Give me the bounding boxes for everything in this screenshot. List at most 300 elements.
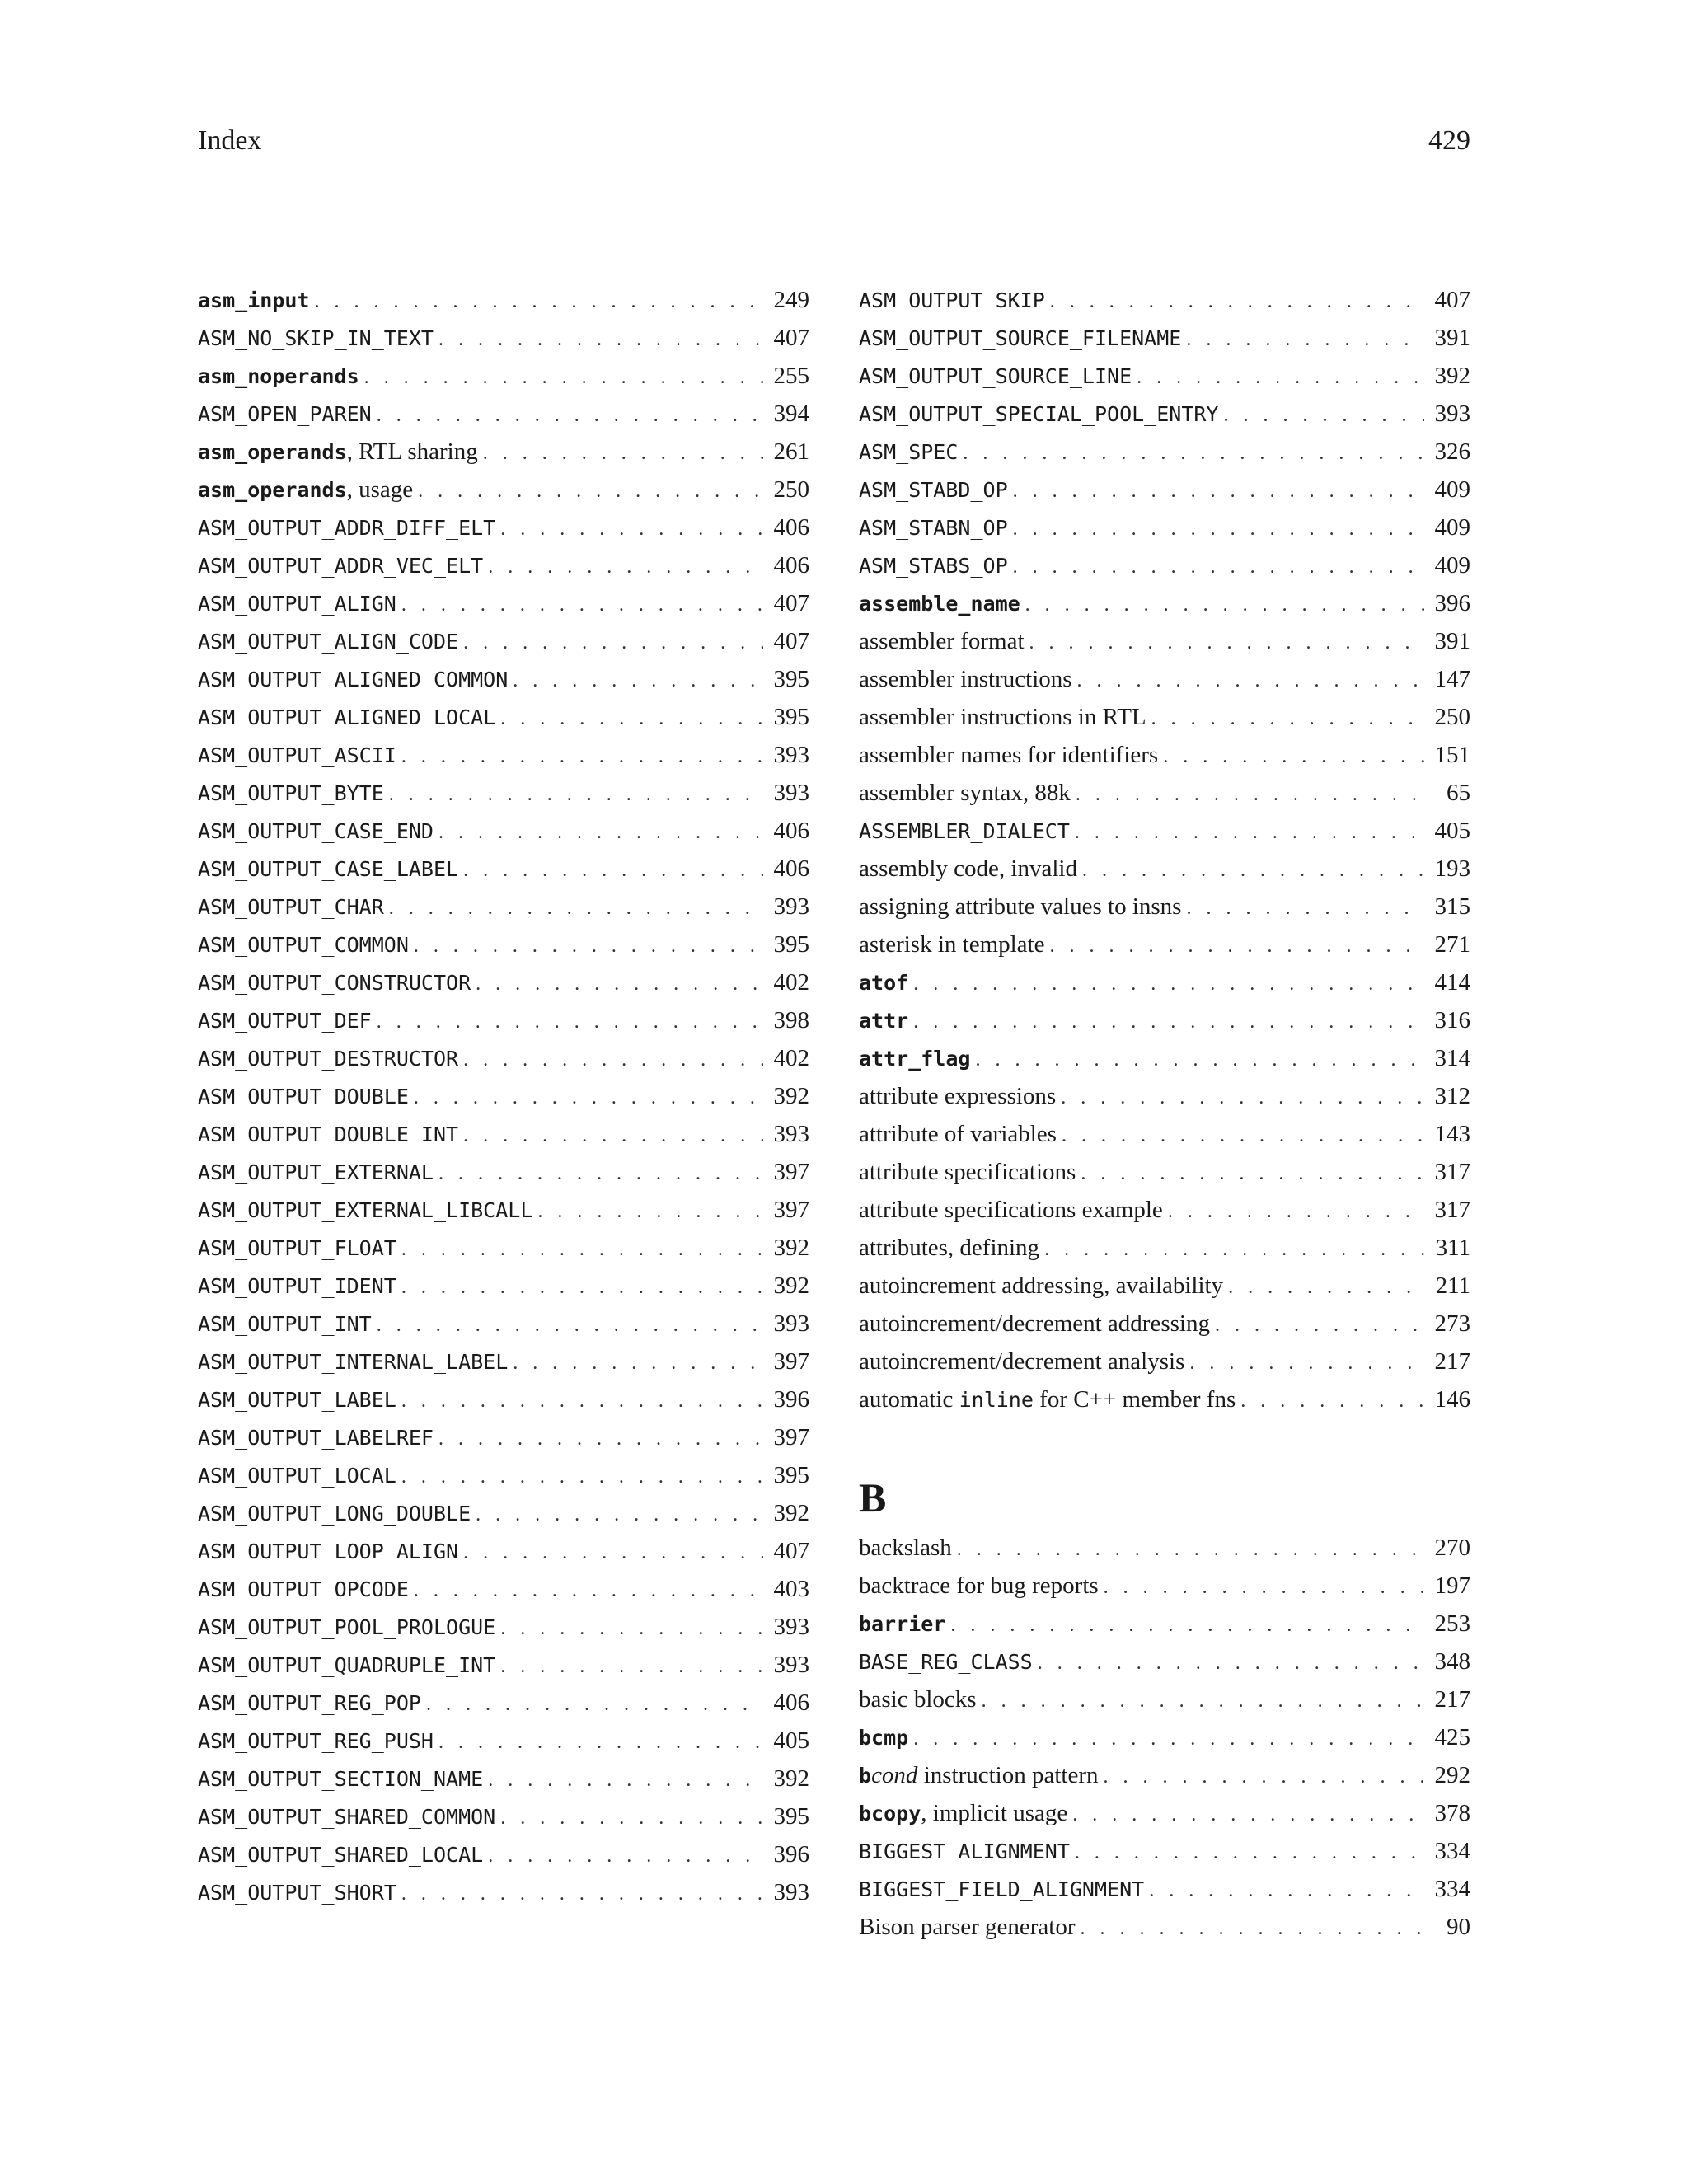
term-part: assigning attribute values to insns [859,893,1182,920]
index-term [859,1610,945,1638]
index-term [859,818,1070,845]
index-term [859,1648,1033,1675]
dot-leader [1151,708,1424,730]
dot-leader [418,480,763,503]
term-part: ASM_OUTPUT_SHORT [198,1881,396,1905]
index-entry [859,1310,1470,1348]
index-entry [198,1538,809,1576]
index-term [859,1762,1099,1789]
page-ref: 326 [1434,438,1470,465]
index-entry [198,931,809,969]
page-ref: 250 [1434,704,1470,730]
index-column-right [859,287,1470,1952]
index-entry [198,628,809,666]
index-entry [198,1424,809,1462]
index-term [198,1272,396,1300]
index-entry [859,1762,1470,1800]
page-ref: 270 [1434,1535,1470,1561]
dot-leader [1186,329,1424,351]
index-term [859,552,1008,579]
index-entry [859,1535,1470,1572]
index-term [859,1535,952,1562]
index-entry [198,1083,809,1121]
page-ref: 393 [773,780,809,806]
term-part: ASM_OUTPUT_LONG_DOUBLE [198,1502,471,1526]
dot-leader [389,784,763,806]
index-entry [859,438,1470,476]
page-ref: 378 [1434,1800,1470,1826]
index-entry [859,325,1470,363]
index-entry [198,1727,809,1765]
index-entry [198,818,809,855]
index-term [198,1462,396,1489]
dot-leader [1081,1163,1424,1185]
index-entry [198,704,809,742]
page-ref: 348 [1434,1648,1470,1675]
index-entry [198,1348,809,1386]
term-part: assembly code, invalid [859,855,1077,882]
index-term [859,704,1146,731]
term-part: b [859,1764,872,1788]
index-entry [859,1686,1470,1724]
index-entry [859,590,1470,628]
dot-leader [476,1504,763,1526]
index-term [198,855,458,883]
dot-leader [537,1201,763,1223]
index-entry [198,1235,809,1272]
index-term [198,1386,396,1413]
index-entry [198,476,809,514]
page-ref: 391 [1434,628,1470,654]
index-term [198,590,396,617]
dot-leader [401,1466,763,1488]
index-term [198,1121,458,1148]
dot-leader [950,1615,1424,1637]
page-ref: 197 [1434,1572,1470,1599]
term-part: ASM_OUTPUT_CASE_LABEL [198,857,459,881]
page-ref: 314 [1434,1045,1470,1071]
page-ref: 217 [1434,1348,1470,1375]
term-part: ASM_OUTPUT_DOUBLE_INT [198,1122,459,1146]
index-term [859,742,1158,769]
term-part: asterisk in template [859,931,1045,958]
term-part: ASM_OUTPUT_COMMON [198,933,409,957]
index-entry [859,666,1470,704]
term-part: ASM_OUTPUT_SPECIAL_POOL_ENTRY [859,402,1219,426]
page-ref: 397 [773,1348,809,1375]
term-part: attribute of variables [859,1121,1057,1147]
term-part: ASM_OUTPUT_CASE_END [198,819,434,843]
index-entry [859,1045,1470,1083]
dot-leader [488,556,763,579]
page-ref: 406 [773,552,809,579]
term-part: ASM_OUTPUT_CONSTRUCTOR [198,971,471,995]
dot-leader [1081,1918,1424,1940]
dot-leader [1224,405,1425,427]
running-title: Index [198,125,262,156]
page-ref: 249 [773,287,809,313]
index-term [198,1045,458,1072]
dot-leader [513,1352,763,1375]
index-entry [198,1614,809,1652]
index-term [198,363,359,390]
index-term [198,1310,372,1338]
term-part: barrier [859,1612,946,1636]
term-part: ASM_OUTPUT_SOURCE_FILENAME [859,326,1182,350]
index-entry [198,1690,809,1727]
term-part: ASM_OUTPUT_ALIGN [198,592,396,616]
term-part: asm_noperands [198,364,359,388]
term-part: ASM_OUTPUT_QUADRUPLE_INT [198,1653,496,1677]
dot-leader [476,973,763,996]
term-part: ASM_OUTPUT_SHARED_COMMON [198,1805,496,1829]
dot-leader [314,291,763,313]
dot-leader [1072,1804,1424,1826]
dot-leader [1104,1577,1424,1599]
page-ref: 407 [773,590,809,616]
index-entry [859,1610,1470,1648]
term-part: ASM_OUTPUT_ADDR_VEC_ELT [198,554,484,578]
page-ref: 393 [773,1652,809,1678]
dot-leader [513,670,763,692]
term-part: asm_operands [198,478,347,502]
page-ref: 261 [773,438,809,465]
index-entry [859,1197,1470,1235]
page-ref: 392 [773,1235,809,1261]
index-term [859,1235,1039,1262]
dot-leader [364,367,763,389]
page-ref: 255 [773,363,809,389]
index-entry [198,325,809,363]
page-ref: 393 [773,893,809,920]
index-entry [198,855,809,893]
index-entry [859,1007,1470,1045]
dot-leader [438,1732,763,1754]
term-part: ASM_OUTPUT_POOL_PROLOGUE [198,1615,496,1639]
term-part: ASM_OUTPUT_EXTERNAL_LIBCALL [198,1198,533,1222]
index-term [859,1310,1210,1338]
page-ref: 414 [1434,969,1470,996]
page-ref: 393 [773,1614,809,1640]
index-entry [198,590,809,628]
term-part: atof [859,971,909,995]
index-term [859,893,1181,921]
term-part: assembler instructions [859,666,1072,692]
term-part: assembler names for identifiers [859,742,1159,768]
index-entry [859,287,1470,325]
dot-leader [389,898,763,920]
index-term [198,1083,409,1110]
term-part: ASSEMBLER_DIALECT [859,819,1070,843]
index-term [198,628,458,655]
index-term [859,1045,970,1072]
index-entry [198,742,809,780]
dot-leader [500,1807,763,1830]
index-entry [859,1348,1470,1386]
index-term [859,780,1071,807]
dot-leader [1038,1652,1424,1675]
term-part: ASM_OUTPUT_INT [198,1312,372,1336]
page-ref: 396 [773,1386,809,1413]
page-ref: 405 [773,1727,809,1754]
dot-leader [1137,367,1424,389]
index-entry [198,1197,809,1235]
page-ref: 65 [1447,780,1470,806]
dot-leader [1062,1125,1424,1147]
page-ref: 395 [773,1803,809,1830]
page-ref: 392 [773,1765,809,1792]
index-entry [859,1648,1470,1686]
section-heading-b: B [859,1474,887,1521]
index-entry [198,438,809,476]
index-entry [859,1386,1470,1424]
page-ref: 393 [1434,401,1470,427]
page-ref: 397 [773,1424,809,1451]
index-term [859,1876,1144,1903]
index-entry [859,969,1470,1007]
page-ref: 395 [773,931,809,958]
index-term [198,704,495,731]
dot-leader [438,822,763,844]
term-part: autoincrement/decrement analysis [859,1348,1185,1375]
page-ref: 316 [1434,1007,1470,1033]
page-ref: 398 [773,1007,809,1033]
index-column-left [198,287,809,1917]
page-ref: 273 [1434,1310,1470,1337]
index-entry [859,818,1470,855]
index-term [198,1007,372,1034]
page-ref: 392 [773,1272,809,1299]
dot-leader [1076,784,1424,806]
index-entry [198,1879,809,1917]
term-part: instruction pattern [917,1762,1099,1788]
index-entry [859,1572,1470,1610]
term-part: attr_flag [859,1047,971,1071]
page-ref: 392 [773,1083,809,1109]
index-term [859,1159,1076,1186]
term-part: ASM_OUTPUT_LOOP_ALIGN [198,1540,459,1563]
page-ref: 146 [1434,1386,1470,1413]
page-header [198,125,1470,175]
term-part: ASM_OUTPUT_ASCII [198,743,396,767]
index-entry [859,628,1470,666]
term-part: ASM_OUTPUT_ALIGNED_COMMON [198,668,509,691]
index-entry [859,552,1470,590]
page-ref: 90 [1447,1914,1470,1940]
index-term [859,1724,908,1751]
dot-leader [488,1769,763,1792]
term-part: basic blocks [859,1686,977,1713]
page-ref: 409 [1434,514,1470,541]
index-term [198,476,413,504]
term-part: bcmp [859,1726,909,1750]
term-part: attributes, defining [859,1235,1040,1261]
term-part: assembler instructions in RTL [859,704,1146,730]
index-entries-a [859,287,1470,1424]
page-ref: 393 [773,1310,809,1337]
term-part: backslash [859,1535,952,1561]
dot-leader [401,1239,763,1261]
dot-leader [913,1728,1424,1750]
term-part: ASM_OUTPUT_LABEL [198,1388,396,1412]
page-ref: 151 [1434,742,1470,768]
term-part: ASM_OUTPUT_SKIP [859,288,1045,312]
dot-leader [488,1845,763,1868]
dot-leader [975,1049,1424,1071]
page-ref: 407 [773,628,809,654]
page-ref: 334 [1434,1876,1470,1902]
dot-leader [1186,898,1424,920]
dot-leader [500,1656,763,1678]
index-term [859,1800,1067,1827]
term-part: ASM_OUTPUT_LOCAL [198,1464,396,1488]
dot-leader [1168,1201,1424,1223]
index-term [198,1159,434,1186]
index-entry [859,1121,1470,1159]
index-term [198,969,471,996]
dot-leader [377,1315,763,1337]
index-term [198,1576,409,1603]
dot-leader [438,1428,763,1451]
term-part: ASM_STABN_OP [859,516,1008,540]
page-ref: 217 [1434,1686,1470,1713]
page-ref: 394 [773,401,809,427]
index-term [859,1007,908,1034]
dot-leader [1013,556,1424,579]
index-entry [859,1914,1470,1952]
term-part: ASM_STABS_OP [859,554,1008,578]
index-term [198,1424,434,1451]
index-entries-b [859,1535,1470,1952]
term-part: bcopy [859,1802,921,1825]
index-term [859,1121,1057,1148]
index-term [198,1614,495,1641]
page-ref: 393 [773,1879,809,1905]
page-ref: 292 [1434,1762,1470,1788]
index-entry [198,552,809,590]
index-term [198,1727,434,1755]
dot-leader [1044,1239,1424,1261]
index-term [198,325,434,352]
page-ref: 393 [773,1121,809,1147]
index-term [198,1348,508,1376]
index-term [859,855,1077,883]
term-part: ASM_OUTPUT_ADDR_DIFF_ELT [198,516,496,540]
term-part: , usage [346,476,414,503]
dot-leader [463,632,763,654]
index-term [198,742,396,769]
dot-leader [401,594,763,616]
index-term [859,1686,977,1713]
term-part: ASM_OUTPUT_DOUBLE [198,1085,409,1108]
index-entry [198,1765,809,1803]
term-part: asm_operands [198,440,347,464]
term-part: ASM_NO_SKIP_IN_TEXT [198,326,434,350]
dot-leader [414,1580,763,1602]
dot-leader [414,935,763,958]
dot-leader [1013,518,1424,541]
index-entry [198,514,809,552]
index-entry [198,893,809,931]
index-term [198,818,434,845]
dot-leader [913,1011,1424,1033]
term-part: ASM_OUTPUT_DEF [198,1009,372,1033]
index-entry [198,1576,809,1614]
index-term [859,1083,1056,1110]
index-entry [859,1724,1470,1762]
page-ref: 317 [1434,1197,1470,1223]
index-entry [198,1045,809,1083]
term-part: autoincrement/decrement addressing [859,1310,1210,1337]
index-term [198,666,508,693]
dot-leader [463,860,763,882]
page-ref: 406 [773,855,809,882]
index-term [198,1235,396,1262]
dot-leader [500,708,763,730]
index-entry [859,1159,1470,1197]
index-entry [859,1876,1470,1914]
page-ref: 147 [1434,666,1470,692]
term-part: attribute expressions [859,1083,1057,1109]
term-part: ASM_OUTPUT_BYTE [198,781,384,805]
term-part: automatic [859,1386,959,1413]
index-term [198,1652,495,1679]
index-term [859,590,1020,617]
page-ref: 391 [1434,325,1470,351]
dot-leader [1077,670,1424,692]
index-entry [198,1652,809,1690]
index-term [859,1386,1236,1413]
term-part: ASM_OUTPUT_SOURCE_LINE [859,364,1132,388]
page-ref: 392 [773,1500,809,1526]
dot-leader [414,1087,763,1109]
term-part: ASM_OUTPUT_LABELREF [198,1426,434,1450]
index-term [859,1272,1223,1300]
term-part: ASM_OUTPUT_SHARED_LOCAL [198,1843,484,1867]
term-part: autoincrement addressing, availability [859,1272,1224,1299]
dot-leader [426,1694,763,1716]
page-ref: 193 [1434,855,1470,882]
page-ref: 334 [1434,1838,1470,1864]
term-part: Bison parser generator [859,1914,1076,1940]
index-term [859,438,958,466]
dot-leader [377,1011,763,1033]
dot-leader [463,1049,763,1071]
dot-leader [401,1390,763,1413]
term-part: ASM_OUTPUT_REG_POP [198,1691,421,1715]
term-part: ASM_OUTPUT_INTERNAL_LABEL [198,1350,509,1374]
dot-leader [401,1277,763,1299]
index-entry [859,742,1470,780]
term-part: BIGGEST_FIELD_ALIGNMENT [859,1877,1145,1901]
page-ref: 407 [773,325,809,351]
dot-leader [1061,1087,1424,1109]
index-entry [198,1841,809,1879]
index-entry [198,401,809,438]
index-term [198,438,478,466]
index-entry [198,1803,809,1841]
page-ref: 402 [773,969,809,996]
page-ref: 407 [1434,287,1470,313]
dot-leader [957,1539,1424,1561]
term-part: attr [859,1009,909,1033]
page-ref: 250 [773,476,809,503]
index-entry [859,893,1470,931]
page-ref: 392 [1434,363,1470,389]
dot-leader [438,329,763,351]
index-entry [859,401,1470,438]
page-ref: 211 [1435,1272,1470,1299]
